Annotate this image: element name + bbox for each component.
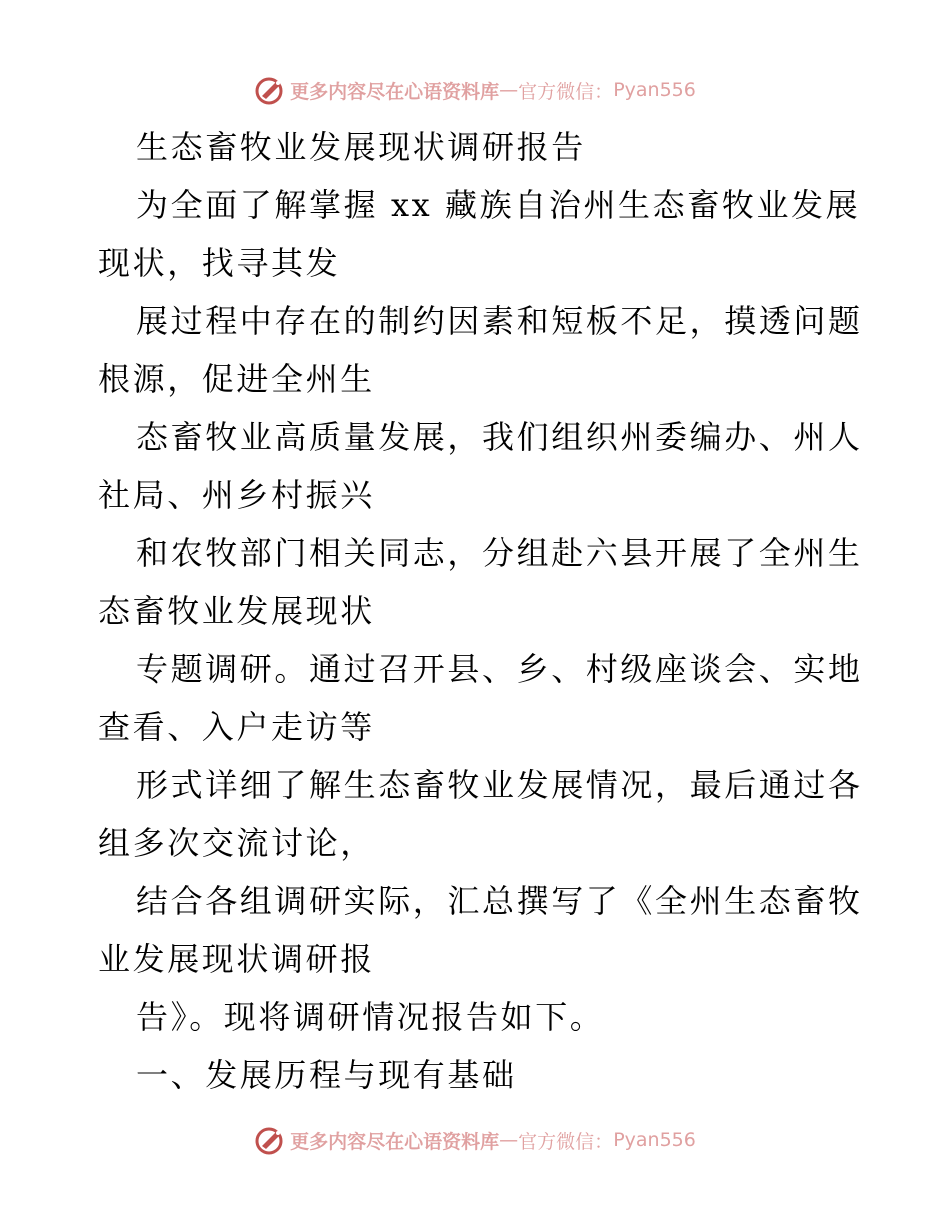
text-line: 根源，促进全州生 (98, 360, 375, 398)
text-line: 为全面了解掌握 xx 藏族自治州生态畜牧业发展 (136, 186, 861, 224)
watermark-account-id: Pyan556 (613, 1129, 696, 1151)
text-line: 形式详细了解生态畜牧业发展情况，最后通过各 (136, 766, 863, 804)
text-line: 社局、州乡村振兴 (98, 476, 375, 514)
text-line: 现状，找寻其发 (98, 244, 341, 282)
text-line: 结合各组调研实际，汇总撰写了《全州生态畜牧 (136, 882, 863, 920)
text-line: 展过程中存在的制约因素和短板不足，摸透问题 (136, 302, 863, 340)
text-line: 态畜牧业高质量发展，我们组织州委编办、州人 (136, 418, 863, 456)
pen-logo-icon (254, 1124, 286, 1156)
text-line: 一、发展历程与现有基础 (136, 1056, 517, 1094)
watermark-footer (0, 1120, 950, 1160)
document-body (98, 118, 863, 1104)
text-line: 业发展现状调研报 (98, 940, 375, 978)
watermark-site-text: 更多内容尽在心语资料库 (290, 80, 500, 103)
text-line: 告》。现将调研情况报告如下。 (136, 998, 605, 1036)
document-title: 生态畜牧业发展现状调研报告 (136, 128, 586, 166)
text-line: 专题调研。通过召开县、乡、村级座谈会、实地 (136, 650, 863, 688)
watermark-header (0, 70, 950, 110)
text-line: 态畜牧业发展现状 (98, 592, 375, 630)
text-line: 组多次交流讨论， (98, 824, 375, 862)
pen-logo-icon (254, 74, 286, 106)
watermark-separator: — (499, 1129, 519, 1151)
watermark-account-label: 官方微信： (518, 1130, 614, 1153)
text-line: 查看、入户走访等 (98, 708, 375, 746)
watermark-site-text: 更多内容尽在心语资料库 (290, 1130, 500, 1153)
watermark-account-label: 官方微信： (518, 80, 614, 103)
text-line: 和农牧部门相关同志，分组赴六县开展了全州生 (136, 534, 863, 572)
watermark-account-id: Pyan556 (613, 79, 696, 101)
watermark-separator: — (499, 79, 519, 101)
